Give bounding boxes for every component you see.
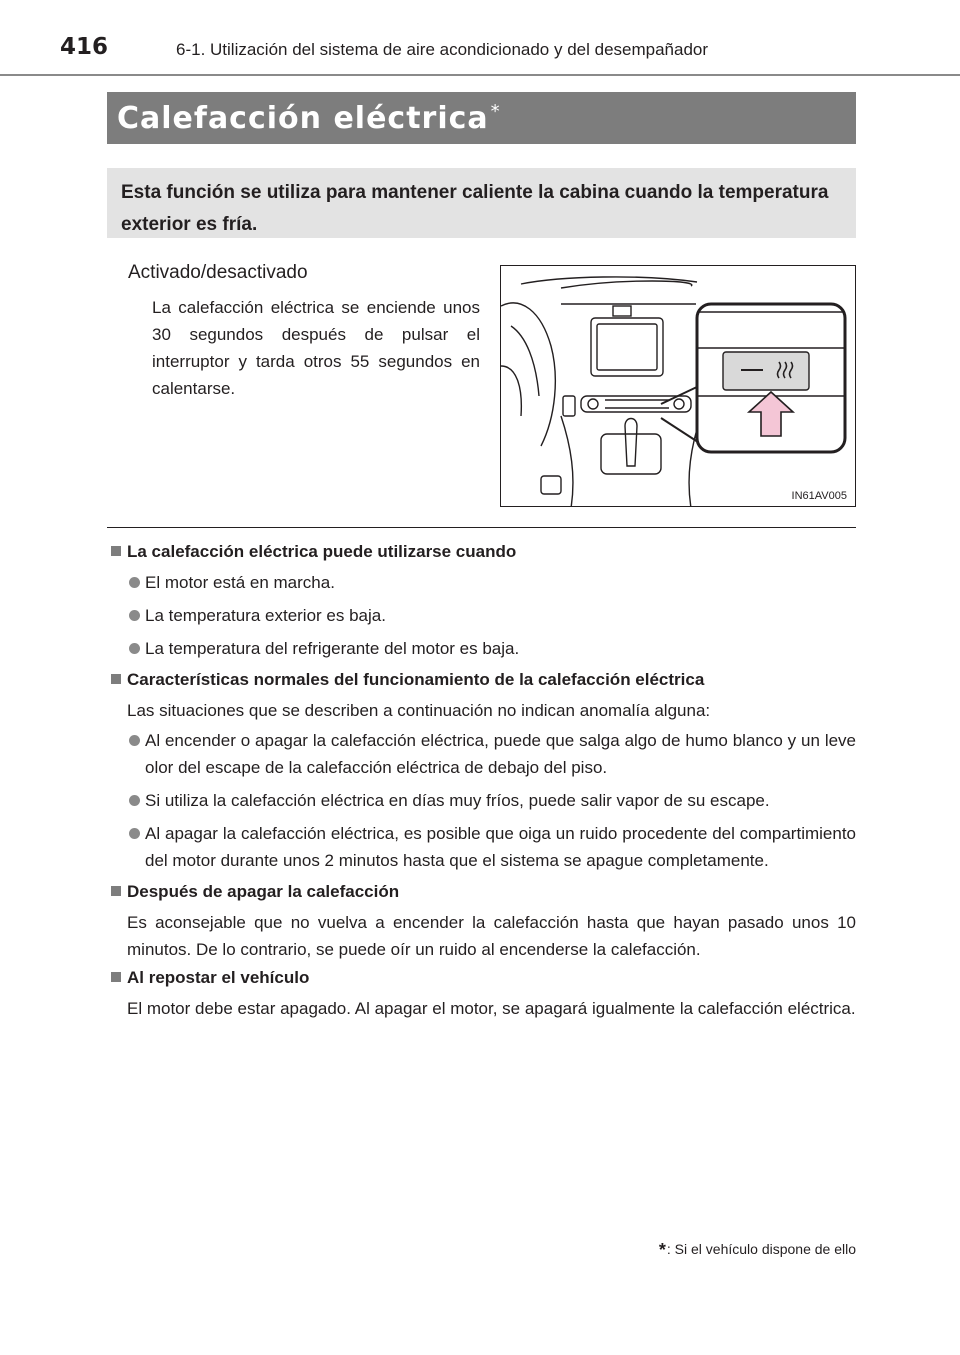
footnote-text: : Si el vehículo dispone de ello	[666, 1241, 856, 1257]
list-item	[107, 635, 856, 662]
note-heading-text: Características normales del funcionamiento de la calefacción eléctrica	[127, 670, 705, 689]
intro-text: Esta función se utiliza para mantener caliente la cabina cuando la temperatura exterior es fría.	[121, 182, 829, 235]
list-item-text: La temperatura del refrigerante del motor es baja.	[145, 639, 520, 658]
page-number: 416	[60, 34, 109, 60]
list-item	[107, 727, 856, 781]
list-item	[107, 820, 856, 874]
content-rule	[107, 527, 856, 528]
dashboard-drawing	[501, 266, 856, 507]
note-heading	[107, 880, 856, 904]
list-item-text: La temperatura exterior es baja.	[145, 606, 386, 625]
header-rule	[0, 74, 960, 76]
list-item-text: Si utiliza la calefacción eléctrica en días muy fríos, puede salir vapor de su escape.	[145, 791, 770, 810]
circle-bullet-icon	[129, 828, 140, 839]
list-item-text: El motor está en marcha.	[145, 573, 335, 592]
note-heading	[107, 540, 856, 564]
center-display	[591, 318, 663, 376]
title-bar	[107, 92, 856, 144]
footnote	[659, 1240, 856, 1261]
note-heading	[107, 668, 856, 692]
intro-box	[107, 168, 856, 238]
note-heading	[107, 966, 856, 990]
list-item	[107, 787, 856, 814]
notes-section	[107, 540, 856, 1025]
list-item	[107, 602, 856, 629]
square-bullet-icon	[111, 546, 121, 556]
note-heading-text: La calefacción eléctrica puede utilizarse cuando	[127, 542, 517, 561]
note-paragraph: Es aconsejable que no vuelva a encender la calefacción hasta que hayan pasado unos 10 minutos. De lo contrario, se puede oír un ruido al encenderse la calefacción.	[127, 913, 856, 959]
footnote-star: *	[658, 1240, 666, 1260]
square-bullet-icon	[111, 886, 121, 896]
circle-bullet-icon	[129, 735, 140, 746]
list-item	[107, 569, 856, 596]
circle-bullet-icon	[129, 577, 140, 588]
note-paragraph: El motor debe estar apagado. Al apagar el motor, se apagará igualmente la calefacción eléctrica.	[127, 999, 856, 1018]
steering-wheel-rim	[501, 303, 555, 446]
title-asterisk: *	[490, 101, 501, 122]
dashboard-illustration	[500, 265, 856, 507]
square-bullet-icon	[111, 674, 121, 684]
square-bullet-icon	[111, 972, 121, 982]
note-heading-text: Al repostar el vehículo	[127, 968, 310, 987]
circle-bullet-icon	[129, 643, 140, 654]
note-heading-text: Después de apagar la calefacción	[127, 882, 400, 901]
onoff-heading: Activado/desactivado	[128, 262, 308, 283]
section-header: 6-1. Utilización del sistema de aire acondicionado y del desempañador	[176, 40, 709, 59]
page-title	[117, 101, 501, 136]
gear-shifter	[625, 419, 637, 467]
circle-bullet-icon	[129, 610, 140, 621]
circle-bullet-icon	[129, 795, 140, 806]
list-item-text: Al encender o apagar la calefacción eléctrica, puede que salga algo de humo blanco y un leve olor del escape de la calefacción eléctrica de debajo del piso.	[145, 731, 856, 777]
heater-switch-panel	[723, 352, 809, 390]
figure-code: IN61AV005	[791, 490, 847, 502]
page-title-text: Calefacción eléctrica	[117, 101, 489, 136]
onoff-body: La calefacción eléctrica se enciende unos 30 segundos después de pulsar el interruptor y tarda otros 55 segundos en calentarse.	[152, 298, 480, 398]
list-item-text: Al apagar la calefacción eléctrica, es posible que oiga un ruido procedente del compartimiento del motor durante unos 2 minutos hasta que el sistema se apague completamente.	[145, 824, 856, 870]
note-paragraph: Las situaciones que se describen a continuación no indican anomalía alguna:	[127, 701, 711, 720]
